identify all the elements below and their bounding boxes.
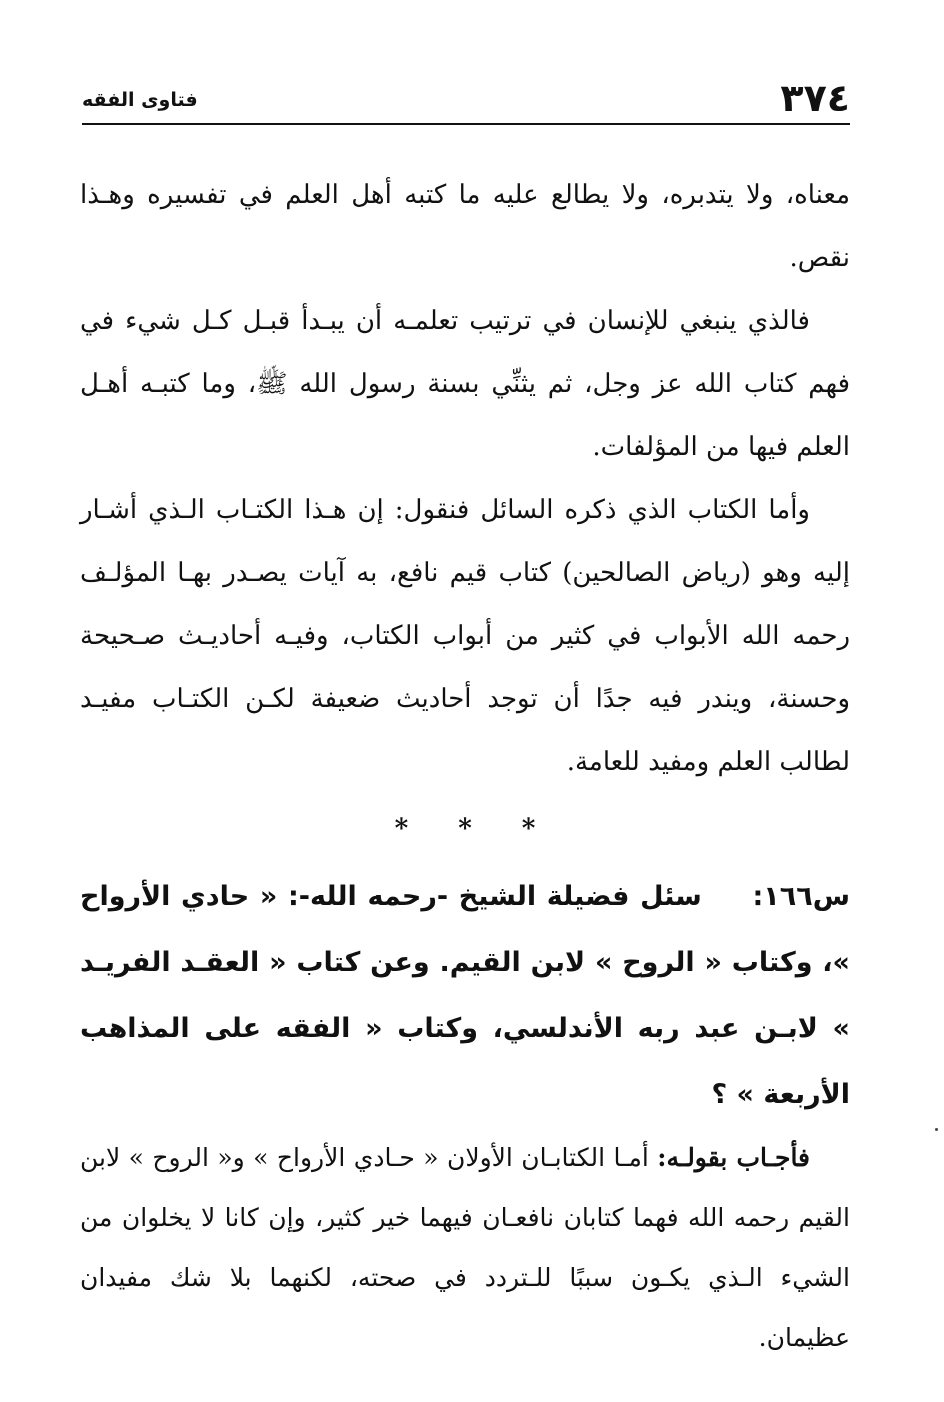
answer-text: أمـا الكتابـان الأولان « حـادي الأرواح » و« الروح » لابن القيم رحمه الله فهما كتابان نافعـان فيهما خير كثير، وإن كانا لا يخلوان من الشيء الـذي يكـون سببًا للـتردد في صحته، لكنهما بلا شك مفيدان عظيمان. — [80, 1143, 850, 1352]
question — [80, 864, 850, 1128]
answer — [80, 1128, 850, 1368]
answer-lead: فأجـاب بقولـه: — [657, 1143, 811, 1172]
separator-star: * — [394, 814, 409, 844]
paragraph: فالذي ينبغي للإنسان في ترتيب تعلمـه أن يبـدأ قبـل كـل شيء في فهم كتاب الله عز وجل، ثم يثنِّي بسنة رسول الله ﷺ، وما كتبـه أهـل العلم فيها من المؤلفات. — [80, 306, 850, 462]
paragraph: وأما الكتاب الذي ذكره السائل فنقول: إن هـذا الكتـاب الـذي أشـار إليه وهو (رياض الصالحين) كتاب قيم نافع، به آيات يصـدر بهـا المؤلـف رحمه الله الأبواب في كثير من أبواب الكتاب، وفيـه أحاديـث صـحيحة وحسنة، ويندر فيه جدًا أن توجد أحاديث ضعيفة لكـن الكتـاب مفيـد لطالب العلم ومفيد للعامة. — [80, 495, 850, 777]
paragraph: معناه، ولا يتدبره، ولا يطالع عليه ما كتبه أهل العلم في تفسيره وهـذا نقص. — [80, 180, 850, 273]
question-number: س١٦٦: — [752, 881, 850, 912]
running-title: فتاوى الفقه — [82, 89, 198, 111]
separator-star: * — [458, 814, 472, 844]
scan-speck — [935, 1128, 938, 1131]
page-number: ٣٧٤ — [780, 76, 850, 120]
header-rule — [82, 123, 850, 125]
section-separator — [80, 794, 850, 864]
page-header — [82, 78, 850, 124]
question-text: سئل فضيلة الشيخ -رحمه الله-: « حادي الأرواح »، وكتاب « الروح » لابن القيم. وعن كتاب « العقـد الفريـد » لابـن عبد ربه الأندلسي، وكتاب « الفقه على المذاهب الأربعة » ؟ — [80, 881, 850, 1110]
page-body — [80, 164, 850, 1368]
separator-star: * — [521, 814, 536, 844]
